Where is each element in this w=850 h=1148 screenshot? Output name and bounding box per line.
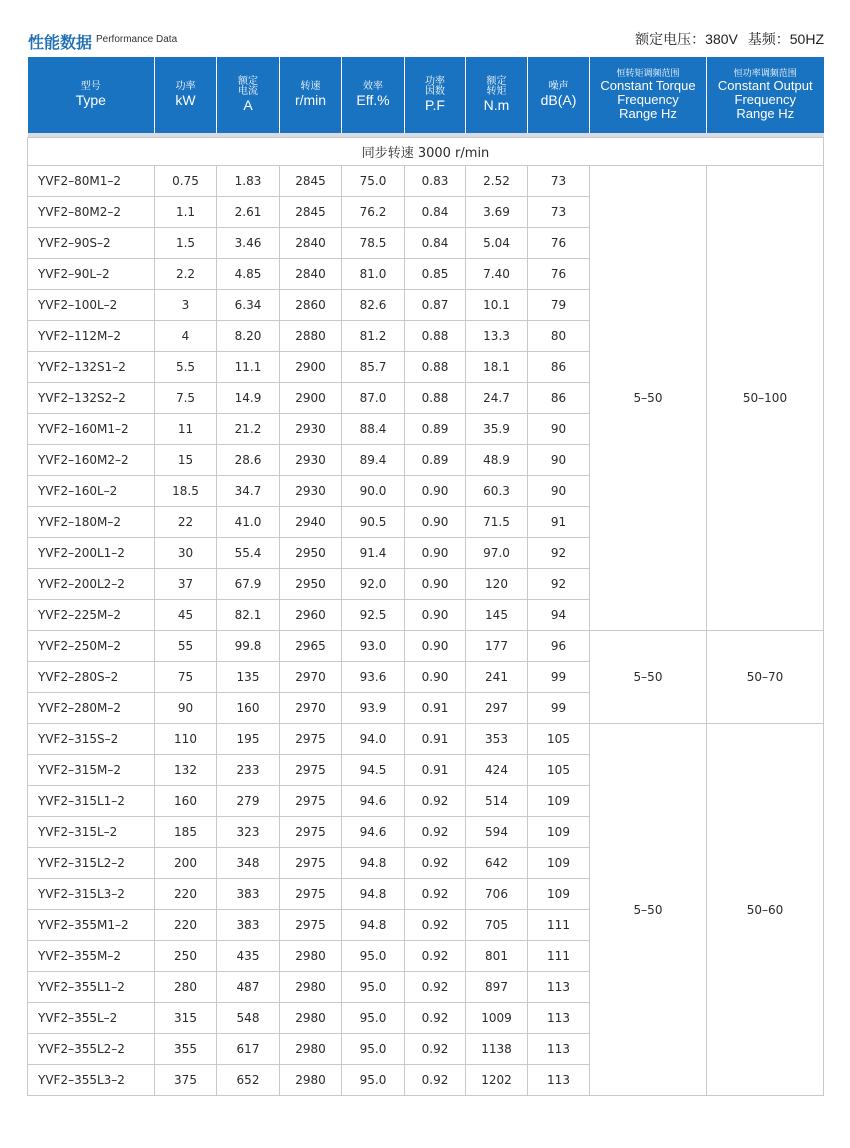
cell-power-factor: 0.91	[405, 755, 466, 786]
cell-type: YVF2–315S–2	[28, 724, 155, 755]
cell-efficiency: 81.0	[342, 259, 405, 290]
cell-torque: 48.9	[466, 445, 528, 476]
cell-power-factor: 0.91	[405, 693, 466, 724]
cell-type: YVF2–355L2–2	[28, 1034, 155, 1065]
cell-power: 30	[155, 538, 217, 569]
cell-type: YVF2–355M1–2	[28, 910, 155, 941]
cell-speed: 2980	[280, 972, 342, 1003]
cell-output-range: 50–100	[707, 166, 824, 631]
rated-voltage: 额定电压：380V	[635, 31, 738, 47]
cell-noise: 113	[528, 972, 590, 1003]
cell-power-factor: 0.92	[405, 786, 466, 817]
section-title: 性能数据	[28, 33, 93, 52]
cell-power-factor: 0.92	[405, 941, 466, 972]
cell-speed: 2930	[280, 476, 342, 507]
cell-power-factor: 0.92	[405, 1034, 466, 1065]
cell-efficiency: 94.6	[342, 817, 405, 848]
cell-efficiency: 91.4	[342, 538, 405, 569]
cell-noise: 109	[528, 879, 590, 910]
cell-noise: 111	[528, 910, 590, 941]
cell-torque: 120	[466, 569, 528, 600]
cell-power: 220	[155, 910, 217, 941]
cell-power: 90	[155, 693, 217, 724]
cell-current: 3.46	[217, 228, 280, 259]
cell-type: YVF2–132S2–2	[28, 383, 155, 414]
cell-current: 233	[217, 755, 280, 786]
cell-type: YVF2–132S1–2	[28, 352, 155, 383]
cell-speed: 2975	[280, 817, 342, 848]
cell-speed: 2845	[280, 197, 342, 228]
cell-power-factor: 0.88	[405, 321, 466, 352]
cell-noise: 90	[528, 476, 590, 507]
column-header-noise	[528, 57, 590, 133]
cell-efficiency: 95.0	[342, 941, 405, 972]
cell-current: 82.1	[217, 600, 280, 631]
cell-current: 8.20	[217, 321, 280, 352]
cell-type: YVF2–80M2–2	[28, 197, 155, 228]
cell-speed: 2980	[280, 1003, 342, 1034]
cell-current: 4.85	[217, 259, 280, 290]
cell-efficiency: 95.0	[342, 1065, 405, 1096]
cell-torque-range: 5–50	[590, 631, 707, 724]
cell-speed: 2845	[280, 166, 342, 197]
cell-efficiency: 75.0	[342, 166, 405, 197]
cell-speed: 2980	[280, 941, 342, 972]
cell-speed: 2900	[280, 352, 342, 383]
cell-power: 22	[155, 507, 217, 538]
cell-power-factor: 0.83	[405, 166, 466, 197]
cell-torque: 241	[466, 662, 528, 693]
cell-efficiency: 89.4	[342, 445, 405, 476]
cell-power: 11	[155, 414, 217, 445]
cell-noise: 109	[528, 848, 590, 879]
column-header-en: Constant Output Frequency Range Hz	[717, 77, 813, 121]
cell-speed: 2860	[280, 290, 342, 321]
cell-power: 315	[155, 1003, 217, 1034]
column-header-cn: 恒转矩调频范围	[616, 68, 680, 79]
cell-current: 195	[217, 724, 280, 755]
cell-power: 2.2	[155, 259, 217, 290]
cell-current: 21.2	[217, 414, 280, 445]
cell-power-factor: 0.92	[405, 1003, 466, 1034]
cell-efficiency: 87.0	[342, 383, 405, 414]
cell-noise: 99	[528, 693, 590, 724]
cell-noise: 80	[528, 321, 590, 352]
cell-speed: 2960	[280, 600, 342, 631]
column-header-cn: 恒功率调频范围	[733, 68, 797, 79]
cell-efficiency: 94.0	[342, 724, 405, 755]
cell-power: 375	[155, 1065, 217, 1096]
cell-power-factor: 0.92	[405, 848, 466, 879]
column-header-en: N.m	[483, 97, 510, 114]
cell-efficiency: 94.8	[342, 879, 405, 910]
cell-torque: 5.04	[466, 228, 528, 259]
cell-noise: 73	[528, 166, 590, 197]
cell-power: 1.5	[155, 228, 217, 259]
cell-torque: 145	[466, 600, 528, 631]
cell-torque: 1202	[466, 1065, 528, 1096]
cell-power-factor: 0.89	[405, 445, 466, 476]
cell-efficiency: 76.2	[342, 197, 405, 228]
column-header-torque-range	[590, 57, 707, 133]
column-header-cn: 功率	[175, 81, 196, 93]
cell-speed: 2930	[280, 414, 342, 445]
cell-current: 6.34	[217, 290, 280, 321]
cell-current: 435	[217, 941, 280, 972]
column-header-current	[217, 57, 280, 133]
cell-current: 1.83	[217, 166, 280, 197]
cell-power-factor: 0.92	[405, 879, 466, 910]
cell-noise: 92	[528, 538, 590, 569]
cell-output-range: 50–70	[707, 631, 824, 724]
cell-type: YVF2–90S–2	[28, 228, 155, 259]
cell-speed: 2975	[280, 755, 342, 786]
cell-type: YVF2–250M–2	[28, 631, 155, 662]
cell-type: YVF2–280S–2	[28, 662, 155, 693]
cell-noise: 105	[528, 755, 590, 786]
cell-type: YVF2–315L3–2	[28, 879, 155, 910]
cell-power: 3	[155, 290, 217, 321]
cell-power: 160	[155, 786, 217, 817]
column-header-cn: 额定 电流	[238, 75, 258, 98]
cell-speed: 2970	[280, 662, 342, 693]
cell-noise: 99	[528, 662, 590, 693]
cell-power-factor: 0.88	[405, 383, 466, 414]
cell-efficiency: 93.9	[342, 693, 405, 724]
cell-efficiency: 94.8	[342, 848, 405, 879]
cell-power-factor: 0.92	[405, 817, 466, 848]
cell-speed: 2980	[280, 1065, 342, 1096]
cell-torque-range: 5–50	[590, 166, 707, 631]
cell-power-factor: 0.90	[405, 476, 466, 507]
column-header-cn: 型号	[80, 81, 101, 93]
cell-efficiency: 92.0	[342, 569, 405, 600]
cell-speed: 2970	[280, 693, 342, 724]
table-row	[28, 166, 824, 197]
cell-speed: 2965	[280, 631, 342, 662]
cell-type: YVF2–80M1–2	[28, 166, 155, 197]
cell-power: 5.5	[155, 352, 217, 383]
cell-current: 28.6	[217, 445, 280, 476]
cell-current: 383	[217, 879, 280, 910]
cell-noise: 109	[528, 817, 590, 848]
cell-speed: 2930	[280, 445, 342, 476]
cell-noise: 92	[528, 569, 590, 600]
cell-efficiency: 95.0	[342, 972, 405, 1003]
cell-noise: 76	[528, 259, 590, 290]
cell-current: 348	[217, 848, 280, 879]
cell-current: 67.9	[217, 569, 280, 600]
cell-torque: 3.69	[466, 197, 528, 228]
performance-table	[27, 57, 824, 1096]
cell-type: YVF2–315L–2	[28, 817, 155, 848]
cell-noise: 109	[528, 786, 590, 817]
cell-type: YVF2–355L3–2	[28, 1065, 155, 1096]
cell-power: 4	[155, 321, 217, 352]
column-header-cn: 额定 转矩	[486, 75, 507, 98]
cell-current: 14.9	[217, 383, 280, 414]
cell-speed: 2975	[280, 910, 342, 941]
cell-power-factor: 0.87	[405, 290, 466, 321]
cell-noise: 76	[528, 228, 590, 259]
cell-power-factor: 0.92	[405, 1065, 466, 1096]
cell-power-factor: 0.89	[405, 414, 466, 445]
cell-current: 548	[217, 1003, 280, 1034]
cell-torque: 801	[466, 941, 528, 972]
cell-power: 185	[155, 817, 217, 848]
cell-current: 652	[217, 1065, 280, 1096]
base-frequency: 基频：50HZ	[747, 31, 824, 47]
cell-efficiency: 82.6	[342, 290, 405, 321]
cell-speed: 2940	[280, 507, 342, 538]
column-header-efficiency	[342, 57, 405, 133]
cell-power: 18.5	[155, 476, 217, 507]
cell-torque: 7.40	[466, 259, 528, 290]
cell-torque: 2.52	[466, 166, 528, 197]
cell-power-factor: 0.90	[405, 538, 466, 569]
cell-power: 55	[155, 631, 217, 662]
column-header-en: P.F	[425, 97, 445, 114]
cell-power-factor: 0.85	[405, 259, 466, 290]
cell-current: 55.4	[217, 538, 280, 569]
cell-current: 41.0	[217, 507, 280, 538]
cell-torque: 1138	[466, 1034, 528, 1065]
cell-efficiency: 93.0	[342, 631, 405, 662]
spec-info	[629, 29, 824, 49]
cell-efficiency: 90.0	[342, 476, 405, 507]
cell-torque: 97.0	[466, 538, 528, 569]
cell-speed: 2880	[280, 321, 342, 352]
cell-speed: 2975	[280, 724, 342, 755]
cell-speed: 2975	[280, 848, 342, 879]
cell-power-factor: 0.84	[405, 228, 466, 259]
cell-torque: 706	[466, 879, 528, 910]
cell-efficiency: 92.5	[342, 600, 405, 631]
cell-type: YVF2–112M–2	[28, 321, 155, 352]
cell-type: YVF2–180M–2	[28, 507, 155, 538]
cell-type: YVF2–100L–2	[28, 290, 155, 321]
column-header-en: dB(A)	[540, 91, 577, 108]
column-header-en: Eff.%	[356, 91, 390, 108]
cell-torque: 642	[466, 848, 528, 879]
cell-current: 99.8	[217, 631, 280, 662]
cell-speed: 2900	[280, 383, 342, 414]
cell-torque-range: 5–50	[590, 724, 707, 1096]
cell-speed: 2975	[280, 879, 342, 910]
column-header-en: r/min	[294, 91, 327, 108]
cell-torque: 177	[466, 631, 528, 662]
cell-torque: 424	[466, 755, 528, 786]
cell-efficiency: 78.5	[342, 228, 405, 259]
cell-efficiency: 90.5	[342, 507, 405, 538]
cell-noise: 91	[528, 507, 590, 538]
cell-current: 11.1	[217, 352, 280, 383]
cell-noise: 111	[528, 941, 590, 972]
cell-efficiency: 93.6	[342, 662, 405, 693]
cell-torque: 1009	[466, 1003, 528, 1034]
cell-current: 487	[217, 972, 280, 1003]
cell-torque: 514	[466, 786, 528, 817]
cell-current: 279	[217, 786, 280, 817]
cell-power: 110	[155, 724, 217, 755]
column-header-power-factor	[405, 57, 466, 133]
cell-power: 220	[155, 879, 217, 910]
cell-current: 617	[217, 1034, 280, 1065]
cell-type: YVF2–160L–2	[28, 476, 155, 507]
cell-power-factor: 0.84	[405, 197, 466, 228]
cell-power: 200	[155, 848, 217, 879]
column-header-speed	[280, 57, 342, 133]
cell-power: 0.75	[155, 166, 217, 197]
cell-noise: 96	[528, 631, 590, 662]
cell-noise: 94	[528, 600, 590, 631]
cell-power-factor: 0.90	[405, 569, 466, 600]
cell-type: YVF2–160M1–2	[28, 414, 155, 445]
cell-power-factor: 0.92	[405, 910, 466, 941]
cell-noise: 90	[528, 414, 590, 445]
cell-power-factor: 0.90	[405, 631, 466, 662]
cell-type: YVF2–280M–2	[28, 693, 155, 724]
cell-power-factor: 0.90	[405, 507, 466, 538]
cell-power-factor: 0.92	[405, 972, 466, 1003]
cell-torque: 353	[466, 724, 528, 755]
cell-power: 280	[155, 972, 217, 1003]
cell-efficiency: 94.5	[342, 755, 405, 786]
cell-type: YVF2–225M–2	[28, 600, 155, 631]
cell-type: YVF2–160M2–2	[28, 445, 155, 476]
cell-speed: 2840	[280, 259, 342, 290]
cell-noise: 86	[528, 352, 590, 383]
table-row	[28, 724, 824, 755]
cell-efficiency: 81.2	[342, 321, 405, 352]
cell-type: YVF2–90L–2	[28, 259, 155, 290]
cell-efficiency: 85.7	[342, 352, 405, 383]
cell-efficiency: 95.0	[342, 1034, 405, 1065]
cell-power: 75	[155, 662, 217, 693]
cell-power: 7.5	[155, 383, 217, 414]
cell-type: YVF2–355L1–2	[28, 972, 155, 1003]
cell-efficiency: 94.6	[342, 786, 405, 817]
cell-torque: 705	[466, 910, 528, 941]
table-header	[28, 57, 824, 138]
cell-speed: 2950	[280, 569, 342, 600]
column-header-output-range	[707, 57, 824, 133]
column-header-en: kW	[175, 91, 196, 108]
cell-efficiency: 88.4	[342, 414, 405, 445]
cell-torque: 71.5	[466, 507, 528, 538]
cell-power: 15	[155, 445, 217, 476]
cell-torque: 10.1	[466, 290, 528, 321]
column-header-en: A	[243, 97, 253, 114]
cell-power: 132	[155, 755, 217, 786]
cell-power-factor: 0.91	[405, 724, 466, 755]
cell-noise: 113	[528, 1003, 590, 1034]
speed-group-label: 同步转速 3000 r/min	[28, 138, 824, 166]
cell-type: YVF2–315L2–2	[28, 848, 155, 879]
cell-current: 135	[217, 662, 280, 693]
cell-power: 355	[155, 1034, 217, 1065]
column-header-cn: 功率 因数	[425, 75, 445, 98]
cell-torque: 24.7	[466, 383, 528, 414]
cell-torque: 897	[466, 972, 528, 1003]
cell-type: YVF2–315M–2	[28, 755, 155, 786]
cell-noise: 73	[528, 197, 590, 228]
table-body	[28, 138, 824, 1096]
cell-torque: 297	[466, 693, 528, 724]
column-header-power	[155, 57, 217, 133]
cell-noise: 79	[528, 290, 590, 321]
column-header-type	[28, 57, 155, 133]
column-header-en: Constant Torque Frequency Range Hz	[600, 77, 696, 121]
column-header-cn: 转速	[300, 81, 321, 93]
cell-power-factor: 0.90	[405, 662, 466, 693]
cell-power: 45	[155, 600, 217, 631]
cell-noise: 113	[528, 1034, 590, 1065]
column-header-cn: 效率	[363, 81, 383, 93]
cell-type: YVF2–315L1–2	[28, 786, 155, 817]
cell-type: YVF2–355M–2	[28, 941, 155, 972]
cell-power: 250	[155, 941, 217, 972]
cell-output-range: 50–60	[707, 724, 824, 1096]
cell-current: 383	[217, 910, 280, 941]
cell-efficiency: 95.0	[342, 1003, 405, 1034]
cell-speed: 2980	[280, 1034, 342, 1065]
cell-noise: 113	[528, 1065, 590, 1096]
cell-power-factor: 0.88	[405, 352, 466, 383]
cell-noise: 90	[528, 445, 590, 476]
cell-speed: 2840	[280, 228, 342, 259]
cell-current: 2.61	[217, 197, 280, 228]
cell-current: 160	[217, 693, 280, 724]
cell-noise: 86	[528, 383, 590, 414]
cell-current: 323	[217, 817, 280, 848]
table-row	[28, 631, 824, 662]
cell-type: YVF2–200L2–2	[28, 569, 155, 600]
cell-type: YVF2–200L1–2	[28, 538, 155, 569]
section-subtitle: Performance Data	[96, 34, 178, 45]
cell-power: 37	[155, 569, 217, 600]
cell-efficiency: 94.8	[342, 910, 405, 941]
cell-speed: 2975	[280, 786, 342, 817]
cell-torque: 35.9	[466, 414, 528, 445]
column-header-torque	[466, 57, 528, 133]
cell-power-factor: 0.90	[405, 600, 466, 631]
cell-power: 1.1	[155, 197, 217, 228]
cell-torque: 594	[466, 817, 528, 848]
cell-speed: 2950	[280, 538, 342, 569]
cell-current: 34.7	[217, 476, 280, 507]
column-header-en: Type	[75, 91, 106, 108]
cell-torque: 13.3	[466, 321, 528, 352]
cell-noise: 105	[528, 724, 590, 755]
cell-type: YVF2–355L–2	[28, 1003, 155, 1034]
column-header-cn: 噪声	[548, 81, 569, 93]
cell-torque: 60.3	[466, 476, 528, 507]
cell-torque: 18.1	[466, 352, 528, 383]
